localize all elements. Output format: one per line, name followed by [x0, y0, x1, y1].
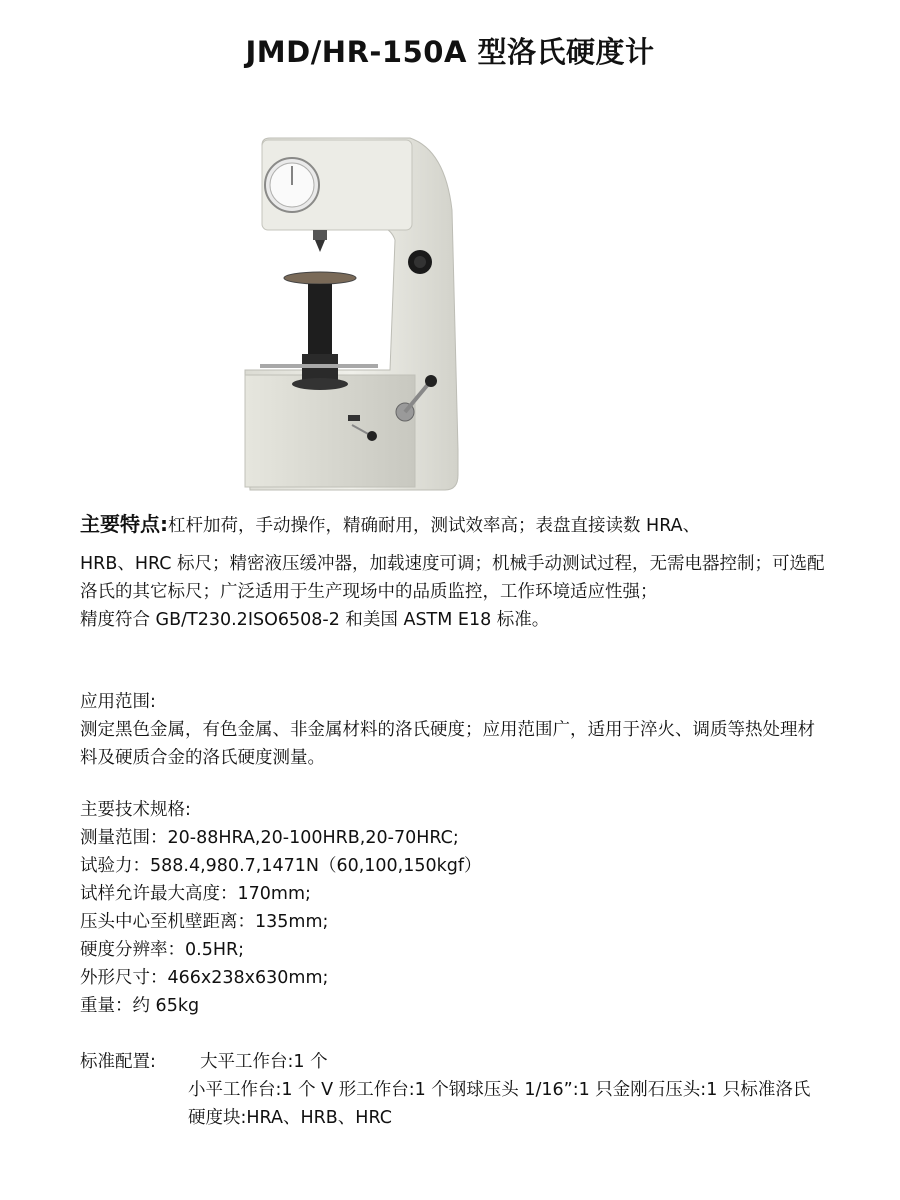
features-section: [80, 510, 825, 634]
applications-heading: 应用范围:: [80, 692, 156, 712]
features-standard: 精度符合 GB/T230.2ISO6508-2 和美国 ASTM E18 标准。: [80, 610, 550, 630]
page-title: JMD/HR-150A 型洛氏硬度计: [245, 35, 655, 69]
features-body: HRB、HRC 标尺；精密液压缓冲器，加载速度可调；机械手动测试过程，无需电器控制；可选配洛氏的其它标尺；广泛适用于生产现场中的品质监控，工作环境适应性强；: [80, 554, 825, 602]
spec-row: 试验力：588.4,980.7,1471N（60,100,150kgf）: [80, 856, 482, 876]
features-heading: 主要特点:: [80, 512, 168, 536]
spec-row: 测量范围：20-88HRA,20-100HRB,20-70HRC;: [80, 828, 459, 848]
features-first-line: [80, 510, 825, 540]
applications-section: [80, 688, 825, 772]
specs-section: [80, 796, 825, 1020]
config-heading: 标准配置:: [80, 1052, 156, 1072]
spec-row: 试样允许最大高度：170mm;: [80, 884, 311, 904]
spec-row: 重量：约 65kg: [80, 996, 200, 1016]
hardness-tester-photo: [240, 130, 470, 495]
specs-heading: 主要技术规格:: [80, 800, 191, 820]
features-first-text: 杠杆加荷，手动操作，精确耐用，测试效率高；表盘直接读数 HRA、: [168, 516, 701, 536]
config-section: [80, 1048, 825, 1132]
spec-row: 压头中心至机壁距离：135mm;: [80, 912, 329, 932]
spec-row: 外形尺寸：466x238x630mm;: [80, 968, 329, 988]
applications-body: 测定黑色金属，有色金属、非金属材料的洛氏硬度；应用范围广，适用于淬火、调质等热处理材料及硬质合金的洛氏硬度测量。: [80, 720, 815, 768]
spec-row: 硬度分辨率：0.5HR;: [80, 940, 245, 960]
config-first-item: 大平工作台:1 个: [200, 1052, 328, 1072]
config-rest: 小平工作台:1 个 V 形工作台:1 个钢球压头 1/16”:1 只金刚石压头:1 只标准洛氏硬度块:HRA、HRB、HRC: [188, 1080, 811, 1128]
